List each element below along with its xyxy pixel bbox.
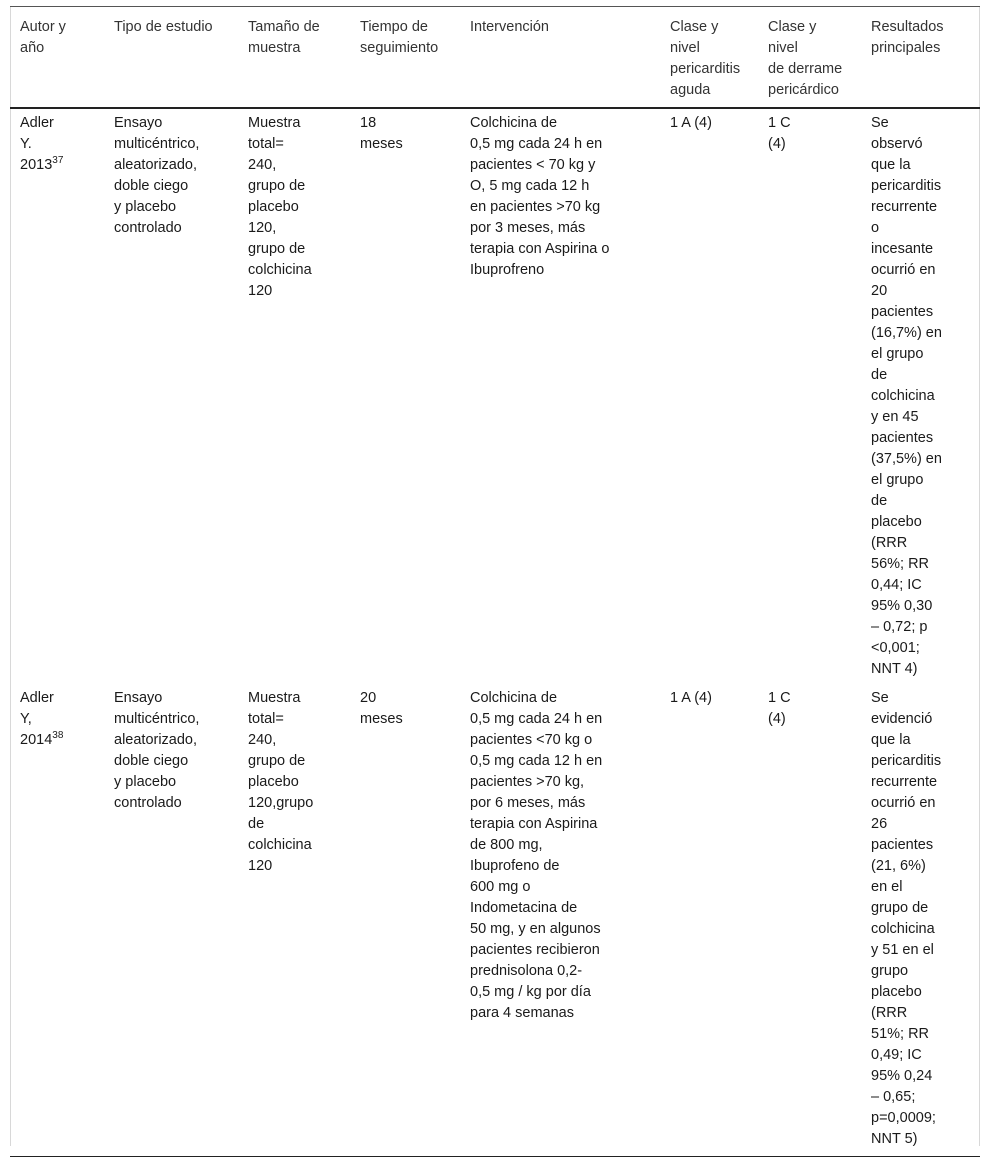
- cell-intervention: Colchicina de 0,5 mg cada 24 h en pacientes <70 kg o 0,5 mg cada 12 h en pacientes >70 kg, por 6 meses, más terapia con Aspirina de 800 mg, Ibuprofeno de 600 mg o Indometacina de 50 mg, y en algunos pacientes recibieron prednisolona 0,2- 0,5 mg / kg por día para 4 semanas: [470, 690, 603, 1021]
- cell-main-results: Se observó que la pericarditis recurrente o incesante ocurrió en 20 pacientes (16,7%) en el grupo de colchicina y en 45 pacientes (37,5%) en el grupo de placebo (RRR 56%; RR 0,44; IC 95% 0,30 – 0,72; p <0,001; NNT 4): [871, 115, 942, 677]
- cell-class-effusion: 1 C (4): [768, 690, 791, 727]
- header-class-pericardial-effusion: Clase y nivel de derrame pericárdico: [768, 19, 843, 98]
- cell-sample-size: Muestra total= 240, grupo de placebo 120, grupo de colchicina 120: [248, 115, 312, 299]
- header-intervention: Intervención: [470, 19, 549, 35]
- cell-main-results: Se evidenció que la pericarditis recurrente ocurrió en 26 pacientes (21, 6%) en el grupo de colchicina y 51 en el grupo placebo (RRR 51%; RR 0,49; IC 95% 0,24 – 0,65; p=0,0009; NNT 5): [871, 690, 942, 1147]
- cell-sample-size: Muestra total= 240, grupo de placebo 120,grupo de colchicina 120: [248, 690, 314, 874]
- reference-number: 37: [52, 155, 64, 167]
- cell-followup-time: 20 meses: [360, 690, 403, 727]
- cell-study-type: Ensayo multicéntrico, aleatorizado, doble ciego y placebo controlado: [114, 115, 200, 236]
- cell-class-effusion: 1 C (4): [768, 115, 791, 152]
- cell-author-year: [10, 684, 104, 1157]
- cell-followup-time: 18 meses: [360, 115, 403, 152]
- header-author-year: Autor y año: [20, 19, 66, 56]
- author-text: Adler Y. 2013: [20, 115, 54, 173]
- cell-class-acute: 1 A (4): [670, 690, 712, 706]
- header-sample-size: Tamaño de muestra: [248, 19, 320, 56]
- header-main-results: Resultados principales: [871, 19, 944, 56]
- cell-intervention: Colchicina de 0,5 mg cada 24 h en pacientes < 70 kg y O, 5 mg cada 12 h en pacientes >70 kg por 3 meses, más terapia con Aspirina o Ibuprofreno: [470, 115, 610, 278]
- header-row: [10, 7, 980, 109]
- reference-number: 38: [52, 730, 64, 742]
- header-study-type: Tipo de estudio: [114, 19, 213, 35]
- author-text: Adler Y, 2014: [20, 690, 54, 748]
- studies-table: [10, 6, 980, 1157]
- table-row: [10, 684, 980, 1157]
- table-row: [10, 108, 980, 684]
- cell-class-acute: 1 A (4): [670, 115, 712, 131]
- header-class-acute-pericarditis: Clase y nivel pericarditis aguda: [670, 19, 741, 98]
- cell-author-year: [10, 108, 104, 684]
- header-followup-time: Tiempo de seguimiento: [360, 19, 439, 56]
- cell-study-type: Ensayo multicéntrico, aleatorizado, doble ciego y placebo controlado: [114, 690, 200, 811]
